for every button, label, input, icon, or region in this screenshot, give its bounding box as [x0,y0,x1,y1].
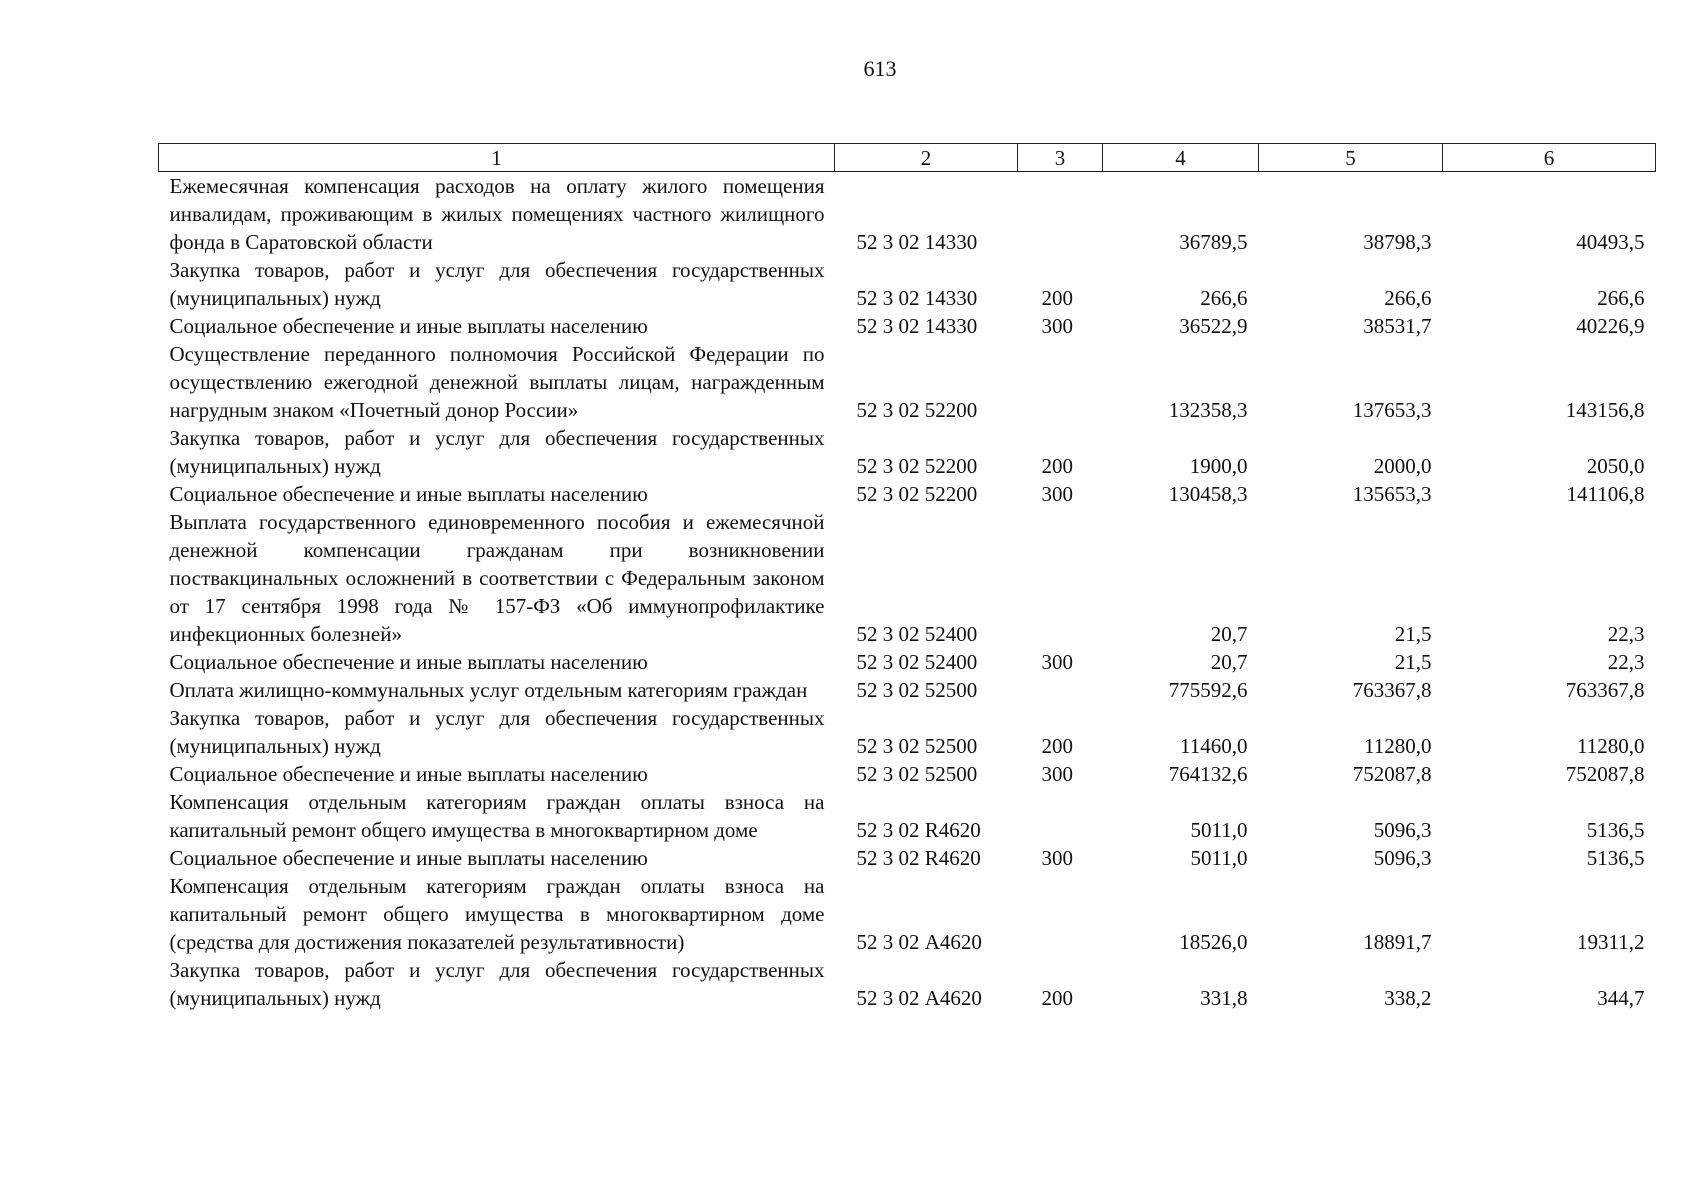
table-row [159,844,1656,872]
row-code-cell: 52 3 02 14330 [856,314,978,338]
row-value-col4: 130458,3 [1168,482,1248,506]
row-value-col6: 40493,5 [1576,230,1645,254]
row-code-cell: 52 3 02 52400 [856,650,978,674]
row-value-col5: 2000,0 [1373,454,1432,478]
row-value-col4: 36522,9 [1179,314,1248,338]
row-value-col6: 22,3 [1607,622,1645,646]
table-row [159,872,1656,956]
row-code-cell: 52 3 02 52200 [856,454,978,478]
row-type-cell: 300 [1041,846,1073,870]
row-value-col5: 752087,8 [1352,762,1432,786]
row-value-col6: 763367,8 [1565,678,1645,702]
table-row [159,648,1656,676]
row-value-col6: 22,3 [1607,650,1645,674]
row-value-col5: 21,5 [1394,622,1432,646]
table-row [159,172,1656,257]
row-type-cell: 200 [1041,986,1073,1010]
row-value-col5: 38531,7 [1363,314,1432,338]
row-name-cell: Выплата государственного единовременного пособия и ежемесячной денежной компенсации гражданам при возникновении поствакцинальных осложнений в соответствии с Федеральным законом от 17 сентября 1998 года № 157-ФЗ «Об иммунопрофилактике инфекционных болезней» [169,510,825,646]
row-value-col5: 38798,3 [1363,230,1432,254]
row-name-cell: Социальное обеспечение и иные выплаты населению [169,650,648,674]
table-row [159,480,1656,508]
row-code-cell: 52 3 02 А4620 [856,930,982,954]
row-value-col4: 11460,0 [1180,734,1248,758]
row-type-cell: 200 [1041,454,1073,478]
row-type-cell [1018,788,1103,844]
row-code-cell: 52 3 02 52500 [856,762,978,786]
row-value-col6: 40226,9 [1576,314,1645,338]
header-col-3: 3 [1018,144,1103,172]
row-code-cell: 52 3 02 R4620 [856,846,981,870]
row-value-col6: 5136,5 [1586,846,1645,870]
row-value-col6: 141106,8 [1566,482,1645,506]
table-row [159,956,1656,1012]
row-value-col5: 21,5 [1394,650,1432,674]
header-col-4: 4 [1103,144,1259,172]
row-type-cell: 300 [1041,314,1073,338]
row-type-cell: 300 [1041,762,1073,786]
row-name-cell: Оплата жилищно-коммунальных услуг отдельным категориям граждан [169,678,808,702]
row-name-cell: Закупка товаров, работ и услуг для обеспечения государственных (муниципальных) нужд [169,258,825,310]
row-type-cell [1018,340,1103,424]
row-type-cell [1018,676,1103,704]
row-value-col6: 2050,0 [1586,454,1645,478]
row-code-cell: 52 3 02 14330 [856,230,978,254]
row-value-col4: 5011,0 [1190,846,1248,870]
row-value-col6: 5136,5 [1586,818,1645,842]
row-code-cell: 52 3 02 А4620 [856,986,982,1010]
table-row [159,256,1656,312]
table-row [159,788,1656,844]
row-value-col6: 344,7 [1597,986,1645,1010]
row-value-col5: 11280,0 [1364,734,1432,758]
header-row [159,144,1656,172]
row-value-col5: 5096,3 [1373,846,1432,870]
row-code-cell: 52 3 02 R4620 [856,818,981,842]
page-number: 613 [863,56,897,81]
row-name-cell: Закупка товаров, работ и услуг для обеспечения государственных (муниципальных) нужд [169,426,825,478]
row-value-col6: 143156,8 [1565,398,1645,422]
row-value-col4: 5011,0 [1190,818,1248,842]
header-col-5: 5 [1259,144,1443,172]
row-value-col4: 775592,6 [1168,678,1248,702]
row-type-cell: 200 [1041,286,1073,310]
row-value-col5: 763367,8 [1352,678,1432,702]
row-value-col5: 18891,7 [1363,930,1432,954]
row-value-col4: 20,7 [1210,622,1248,646]
table-row [159,676,1656,704]
row-value-col4: 18526,0 [1179,930,1248,954]
row-type-cell: 300 [1041,482,1073,506]
row-value-col5: 266,6 [1384,286,1432,310]
header-col-6: 6 [1443,144,1656,172]
table-row [159,340,1656,424]
row-value-col5: 137653,3 [1352,398,1432,422]
row-name-cell: Компенсация отдельным категориям граждан оплаты взноса на капитальный ремонт общего имущества в многоквартирном доме [169,790,825,842]
row-value-col4: 266,6 [1200,286,1248,310]
row-type-cell [1018,508,1103,648]
row-code-cell: 52 3 02 52500 [856,678,978,702]
row-value-col4: 20,7 [1210,650,1248,674]
table-row [159,760,1656,788]
row-name-cell: Ежемесячная компенсация расходов на оплату жилого помещения инвалидам, проживающим в жилых помещениях частного жилищного фонда в Саратовской области [169,174,825,254]
row-name-cell: Социальное обеспечение и иные выплаты населению [169,314,648,338]
table-row [159,704,1656,760]
row-code-cell: 52 3 02 52500 [856,734,978,758]
row-name-cell: Закупка товаров, работ и услуг для обеспечения государственных (муниципальных) нужд [169,706,825,758]
table-row [159,312,1656,340]
row-type-cell [1018,872,1103,956]
row-code-cell: 52 3 02 52200 [856,398,978,422]
row-value-col6: 11280,0 [1577,734,1645,758]
row-code-cell: 52 3 02 14330 [856,286,978,310]
row-value-col4: 764132,6 [1168,762,1248,786]
row-name-cell: Закупка товаров, работ и услуг для обеспечения государственных (муниципальных) нужд [169,958,825,1010]
table-row [159,508,1656,648]
row-type-cell: 200 [1041,734,1073,758]
row-value-col6: 19311,2 [1577,930,1645,954]
row-value-col6: 752087,8 [1565,762,1645,786]
row-value-col6: 266,6 [1597,286,1645,310]
row-value-col5: 338,2 [1384,986,1432,1010]
row-type-cell: 300 [1041,650,1073,674]
table-header [159,144,1656,172]
row-value-col4: 132358,3 [1168,398,1248,422]
budget-table-container [158,143,1655,1012]
row-value-col4: 36789,5 [1179,230,1248,254]
header-col-2: 2 [835,144,1018,172]
row-code-cell: 52 3 02 52200 [856,482,978,506]
row-value-col5: 135653,3 [1352,482,1432,506]
row-name-cell: Социальное обеспечение и иные выплаты населению [169,762,648,786]
row-name-cell: Социальное обеспечение и иные выплаты населению [169,846,648,870]
row-value-col4: 331,8 [1200,986,1248,1010]
row-type-cell [1018,172,1103,257]
header-col-1: 1 [159,144,835,172]
row-value-col5: 5096,3 [1373,818,1432,842]
budget-table [158,143,1656,1012]
row-name-cell: Социальное обеспечение и иные выплаты населению [169,482,648,506]
table-row [159,424,1656,480]
row-value-col4: 1900,0 [1189,454,1248,478]
row-name-cell: Компенсация отдельным категориям граждан оплаты взноса на капитальный ремонт общего имущества в многоквартирном доме (средства для достижения показателей результативности) [169,874,825,954]
row-code-cell: 52 3 02 52400 [856,622,978,646]
row-name-cell: Осуществление переданного полномочия Российской Федерации по осуществлению ежегодной денежной выплаты лицам, награжденным нагрудным знаком «Почетный донор России» [169,342,825,422]
table-body [159,172,1656,1013]
